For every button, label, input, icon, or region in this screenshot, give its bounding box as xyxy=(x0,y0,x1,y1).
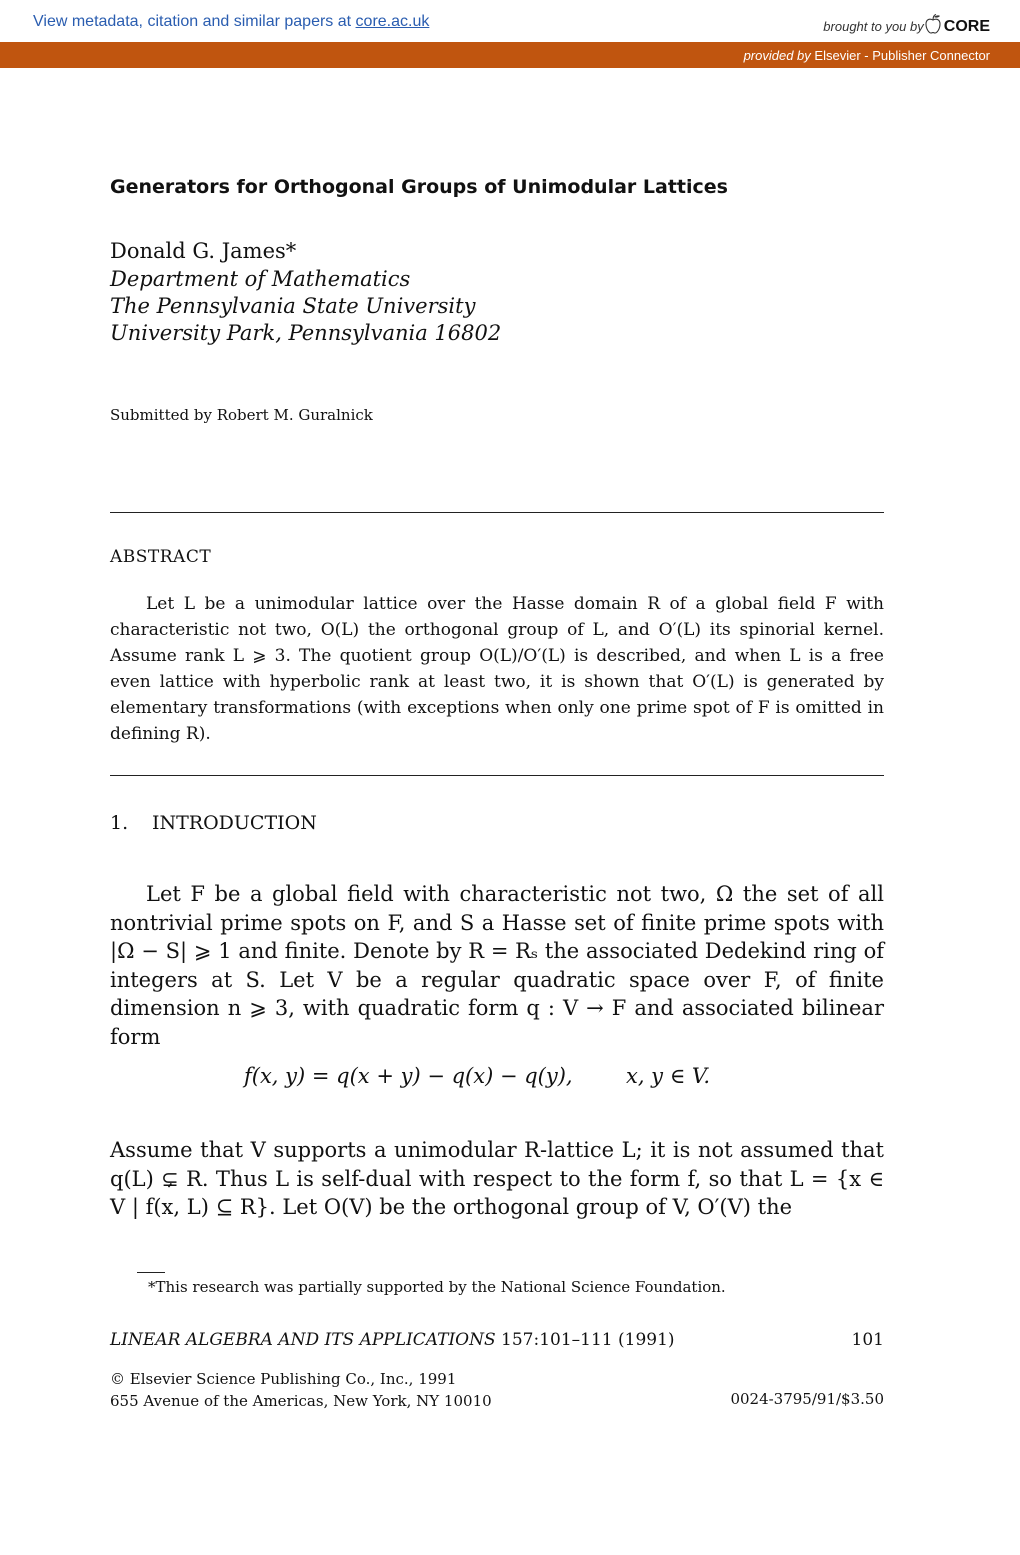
core-header xyxy=(0,0,1020,42)
section-number: 1. xyxy=(110,812,129,834)
core-attribution[interactable]: brought to you by CORE xyxy=(823,14,990,37)
core-metadata-link[interactable]: View metadata, citation and similar papers at core.ac.uk xyxy=(33,13,430,30)
journal-reference xyxy=(110,1330,675,1350)
provider-text[interactable]: provided by Elsevier - Publisher Connector xyxy=(743,48,990,63)
second-paragraph: Assume that V supports a unimodular R-lattice L; it is not assumed that q(L) ⊊ R. Thus L is self-dual with respect to the form f, so that L = {x ∈ V | f(x, L) ⊆ R}. Let O(V) be the orthogonal group of V, O′(V) the xyxy=(110,1138,884,1219)
core-apple-icon xyxy=(925,14,941,37)
affiliation xyxy=(110,266,501,347)
price-code: 0024-3795/91/$3.50 xyxy=(730,1390,884,1408)
affiliation-line: The Pennsylvania State University xyxy=(110,294,476,318)
author-name: Donald G. James* xyxy=(110,239,297,263)
abstract-heading: ABSTRACT xyxy=(110,547,212,567)
abstract-text: Let L be a unimodular lattice over the Hasse domain R of a global field F with characteristic not two, O(L) the orthogonal group of L, and O′(L) its spinorial kernel. Assume rank L ⩾ 3. The quotient group O(L)/O′(L) is described, and when L is a free even lattice with hyperbolic rank at least two, it is shown that O′(L) is generated by elementary transformations (with exceptions when only one prime spot of F is omitted in defining R). xyxy=(110,594,884,744)
core-brand: CORE xyxy=(943,18,990,35)
abstract-bottom-rule xyxy=(110,775,884,776)
address-line: 655 Avenue of the Americas, New York, NY 10010 xyxy=(110,1392,492,1410)
journal-volume: 157:101–111 (1991) xyxy=(501,1330,675,1350)
bilinear-form-equation: f(x, y) = q(x + y) − q(x) − q(y), x, y ∈ V. xyxy=(244,1064,711,1088)
section-title: INTRODUCTION xyxy=(152,812,317,834)
core-domain-link[interactable]: core.ac.uk xyxy=(355,13,430,30)
section-heading xyxy=(110,812,317,834)
copyright-line: © Elsevier Science Publishing Co., Inc., 1991 xyxy=(110,1370,457,1388)
page-number: 101 xyxy=(851,1330,884,1350)
affiliation-line: University Park, Pennsylvania 16802 xyxy=(110,321,502,345)
abstract-top-rule xyxy=(110,512,884,513)
footnote: *This research was partially supported by the National Science Foundation. xyxy=(148,1278,726,1296)
publisher-info xyxy=(110,1368,492,1412)
affiliation-line: Department of Mathematics xyxy=(110,267,411,291)
footnote-rule xyxy=(137,1272,165,1273)
intro-paragraph: Let F be a global field with characteristic not two, Ω the set of all nontrivial prime spots on F, and S a Hasse set of finite prime spots with |Ω − S| ⩾ 1 and finite. Denote by R = Rₛ the associated Dedekind ring of integers at S. Let V be a regular quadratic space over F, of finite dimension n ⩾ 3, with quadratic form q : V → F and associated bilinear form xyxy=(110,882,884,1049)
journal-name: LINEAR ALGEBRA AND ITS APPLICATIONS xyxy=(110,1330,496,1350)
paper-title: Generators for Orthogonal Groups of Unimodular Lattices xyxy=(110,176,728,198)
core-provider-bar xyxy=(0,42,1020,68)
submitted-by: Submitted by Robert M. Guralnick xyxy=(110,406,373,424)
